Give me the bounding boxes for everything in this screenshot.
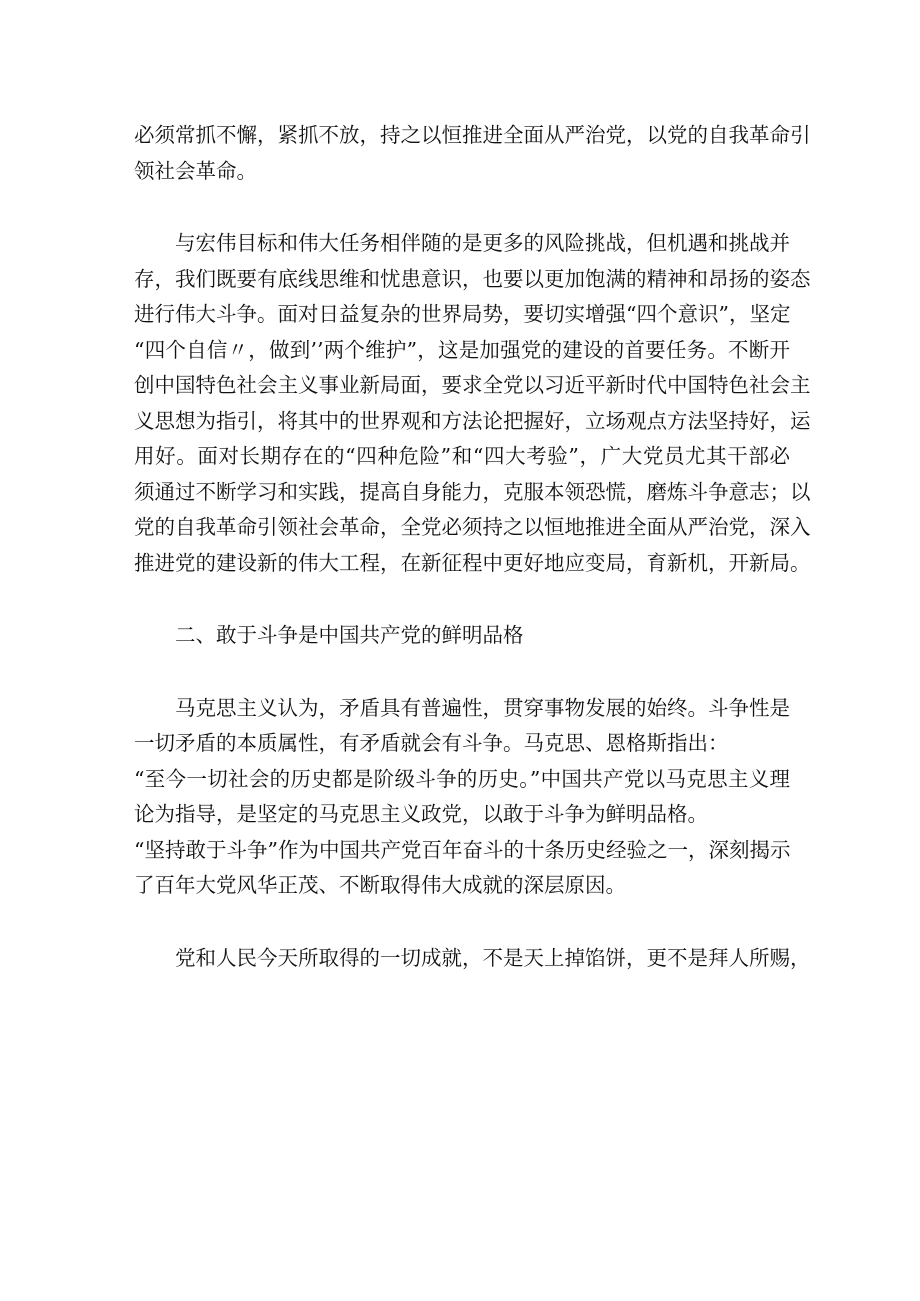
paragraph-line: 存，我们既要有底线思维和忧患意识，也要以更加饱满的精神和昂扬的姿态 — [134, 266, 811, 291]
paragraph-line: “四个自信〃，做到’’两个维护”，这是加强党的建设的首要任务。不断开 — [134, 337, 790, 362]
paragraph-line: 一切矛盾的本质属性，有矛盾就会有斗争。马克思、恩格斯指出： — [134, 731, 729, 755]
paragraph-line: 领社会革命。 — [134, 158, 257, 183]
paragraph-line: 了百年大党风华正茂、不断取得伟大成就的深层原因。 — [134, 873, 626, 897]
paragraph-3 — [134, 691, 790, 904]
paragraph-line: 义思想为指引，将其中的世界观和方法论把握好，立场观点方法坚持好，运 — [134, 408, 811, 433]
paragraph-line: 用好。面对长期存在的“四种危险”和“四大考验”，广大党员尤其干部必 — [134, 444, 790, 468]
paragraph-line: 党和人民今天所取得的一切成就，不是天上掉馅饼，更不是拜人所赐， — [175, 945, 811, 970]
paragraph-2 — [134, 226, 811, 581]
paragraph-line: 党的自我革命引领社会革命，全党必须持之以恒地推进全面从严治党，深入 — [134, 515, 811, 539]
paragraph-line: “至今一切社会的历史都是阶级斗争的历史。”中国共产党以马克思主义理 — [134, 766, 790, 791]
paragraph-4 — [134, 941, 811, 977]
paragraph-line: 进行伟大斗争。面对日益复杂的世界局势，要切实增强“四个意识”，坚定 — [134, 302, 791, 326]
paragraph-1 — [134, 118, 811, 189]
paragraph-line: 创中国特色社会主义事业新局面，要求全党以习近平新时代中国特色社会主 — [134, 373, 811, 397]
paragraph-line: “坚持敢于斗争”作为中国共产党百年奋斗的十条历史经验之一，深刻揭示 — [134, 837, 791, 862]
paragraph-line: 论为指导，是坚定的马克思主义政党，以敢于斗争为鲜明品格。 — [134, 802, 708, 826]
document-body — [134, 118, 811, 1013]
paragraph-line: 与宏伟目标和伟大任务相伴随的是更多的风险挑战，但机遇和挑战并 — [175, 231, 790, 255]
section-heading: 二、敢于斗争是中国共产党的鲜明品格 — [175, 623, 524, 647]
paragraph-line: 须通过不断学习和实践，提高自身能力，克服本领恐慌，磨炼斗争意志；以 — [134, 479, 811, 504]
paragraph-line: 必须常抓不懈，紧抓不放，持之以恒推进全面从严治党，以党的自我革命引 — [134, 123, 811, 147]
paragraph-line: 马克思主义认为，矛盾具有普遍性，贯穿事物发展的始终。斗争性是 — [175, 695, 790, 720]
paragraph-line: 推进党的建设新的伟大工程，在新征程中更好地应变局，育新机，开新局。 — [134, 550, 811, 575]
